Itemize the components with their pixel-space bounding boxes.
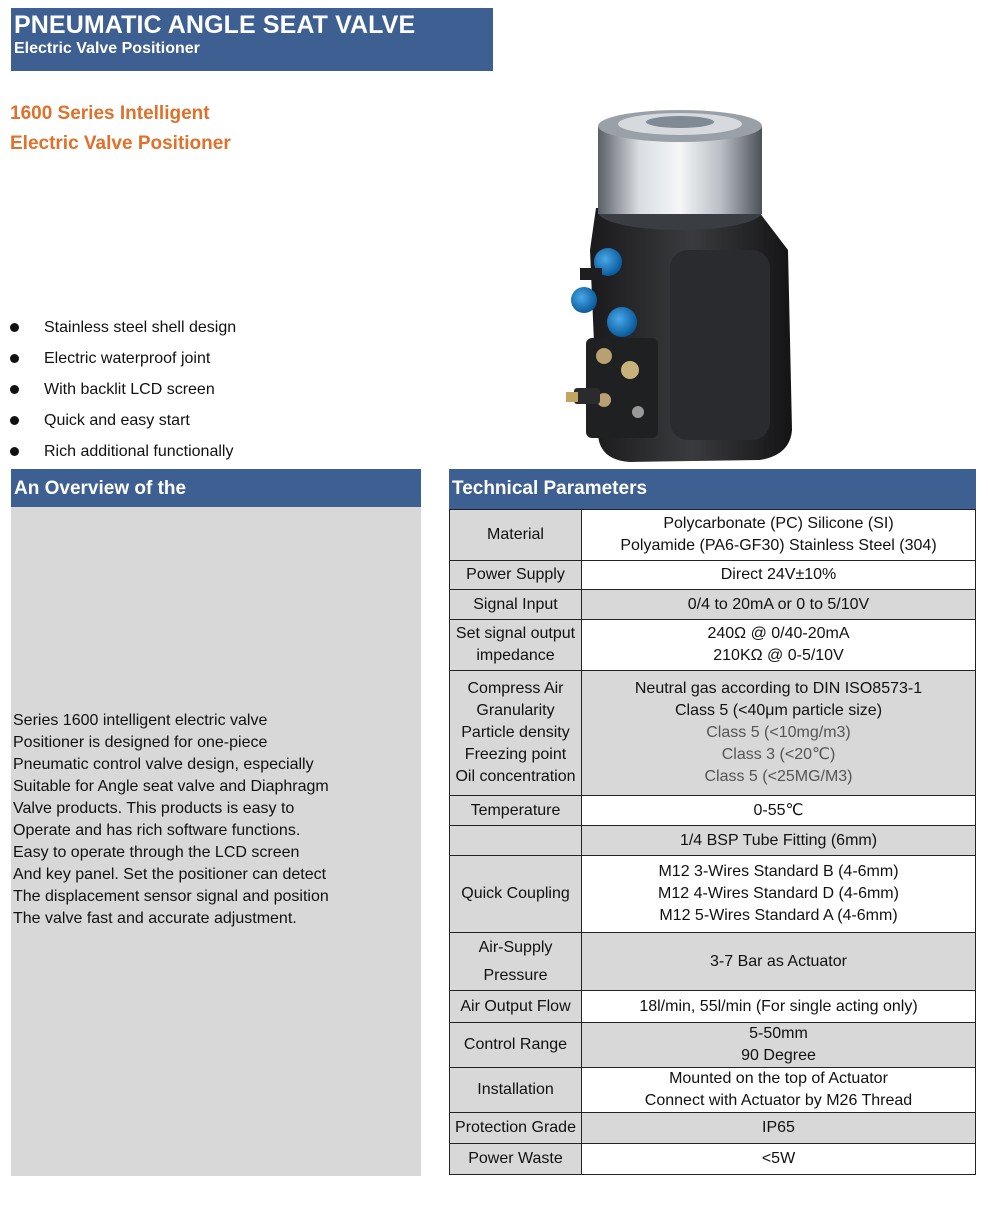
param-cell: Temperature bbox=[450, 796, 582, 826]
table-row bbox=[450, 991, 976, 1023]
param-cell: Power Supply bbox=[450, 561, 582, 590]
table-row bbox=[450, 590, 976, 620]
param-cell: Signal Input bbox=[450, 590, 582, 620]
table-row bbox=[450, 933, 976, 991]
bullet-icon bbox=[10, 354, 19, 363]
table-row bbox=[450, 510, 976, 561]
param-cell: Air Output Flow bbox=[450, 991, 582, 1023]
param-cell: Set signal output impedance bbox=[450, 620, 582, 671]
table-row bbox=[450, 826, 976, 856]
table-row bbox=[450, 1023, 976, 1068]
feature-text: Electric waterproof joint bbox=[44, 350, 211, 367]
value-cell: 0-55℃ bbox=[582, 796, 976, 826]
product-title bbox=[10, 99, 231, 159]
tech-heading: Technical Parameters bbox=[449, 469, 976, 509]
header-banner bbox=[11, 8, 493, 71]
param-cell: Quick Coupling bbox=[450, 856, 582, 933]
value-cell: Neutral gas according to DIN ISO8573-1 Class 5 (<40μm particle size) Class 5 (<10mg/m3) Class 3 (<20℃) Class 5 (<25MG/M3) bbox=[582, 671, 976, 796]
feature-item bbox=[10, 377, 236, 408]
bullet-icon bbox=[10, 447, 19, 456]
value-cell: 5-50mm 90 Degree bbox=[582, 1023, 976, 1068]
overview-line: Operate and has rich software functions. bbox=[13, 822, 301, 839]
param-cell: Control Range bbox=[450, 1023, 582, 1068]
table-row bbox=[450, 856, 976, 933]
table-row bbox=[450, 620, 976, 671]
table-row bbox=[450, 561, 976, 590]
feature-item bbox=[10, 439, 236, 470]
param-cell bbox=[450, 826, 582, 856]
table-row bbox=[450, 671, 976, 796]
param-cell: Installation bbox=[450, 1068, 582, 1113]
value-cell: 1/4 BSP Tube Fitting (6mm) bbox=[582, 826, 976, 856]
value-cell: 18l/min, 55l/min (For single acting only) bbox=[582, 991, 976, 1023]
overview-text bbox=[13, 710, 418, 930]
bullet-icon bbox=[10, 416, 19, 425]
overview-line: Easy to operate through the LCD screen bbox=[13, 844, 300, 861]
value-cell: 3-7 Bar as Actuator bbox=[582, 933, 976, 991]
overview-line: The displacement sensor signal and position bbox=[13, 888, 329, 905]
overview-line: Series 1600 intelligent electric valve bbox=[13, 712, 268, 729]
value-cell: 0/4 to 20mA or 0 to 5/10V bbox=[582, 590, 976, 620]
param-cell: Material bbox=[450, 510, 582, 561]
table-row bbox=[450, 1113, 976, 1144]
bullet-icon bbox=[10, 385, 19, 394]
param-cell: Power Waste bbox=[450, 1144, 582, 1175]
feature-text: With backlit LCD screen bbox=[44, 381, 215, 398]
feature-text: Rich additional functionally bbox=[44, 443, 234, 460]
value-cell: <5W bbox=[582, 1144, 976, 1175]
overview-line: Positioner is designed for one-piece bbox=[13, 734, 268, 751]
overview-line: Pneumatic control valve design, especially bbox=[13, 756, 314, 773]
table-row bbox=[450, 1068, 976, 1113]
value-cell: Direct 24V±10% bbox=[582, 561, 976, 590]
page-title: PNEUMATIC ANGLE SEAT VALVE bbox=[14, 11, 416, 39]
product-title-line1: 1600 Series Intelligent bbox=[10, 103, 210, 124]
product-title-line2: Electric Valve Positioner bbox=[10, 133, 231, 154]
overview-line: The valve fast and accurate adjustment. bbox=[13, 910, 297, 927]
tech-parameters-table bbox=[449, 509, 976, 1175]
feature-item bbox=[10, 315, 236, 346]
table-row bbox=[450, 796, 976, 826]
page-subtitle: Electric Valve Positioner bbox=[14, 40, 200, 57]
table-row bbox=[450, 1144, 976, 1175]
feature-item bbox=[10, 408, 236, 439]
param-cell: Compress Air Granularity Particle density Freezing point Oil concentration bbox=[450, 671, 582, 796]
overview-line: Valve products. This products is easy to bbox=[13, 800, 295, 817]
param-cell: Air-Supply Pressure bbox=[450, 933, 582, 991]
value-cell: Polycarbonate (PC) Silicone (SI) Polyamide (PA6-GF30) Stainless Steel (304) bbox=[582, 510, 976, 561]
feature-text: Stainless steel shell design bbox=[44, 319, 237, 336]
overview-heading: An Overview of the bbox=[11, 469, 421, 507]
feature-list bbox=[10, 315, 236, 470]
bullet-icon bbox=[10, 323, 19, 332]
valve-positioner-image bbox=[560, 100, 800, 470]
feature-text: Quick and easy start bbox=[44, 412, 190, 429]
overview-line: And key panel. Set the positioner can detect bbox=[13, 866, 327, 883]
value-cell: 240Ω @ 0/40-20mA 210KΩ @ 0-5/10V bbox=[582, 620, 976, 671]
overview-line: Suitable for Angle seat valve and Diaphragm bbox=[13, 778, 329, 795]
value-cell: IP65 bbox=[582, 1113, 976, 1144]
feature-item bbox=[10, 346, 236, 377]
param-cell: Protection Grade bbox=[450, 1113, 582, 1144]
value-cell: M12 3-Wires Standard B (4-6mm) M12 4-Wires Standard D (4-6mm) M12 5-Wires Standard A (4-6mm) bbox=[582, 856, 976, 933]
value-cell: Mounted on the top of Actuator Connect with Actuator by M26 Thread bbox=[582, 1068, 976, 1113]
